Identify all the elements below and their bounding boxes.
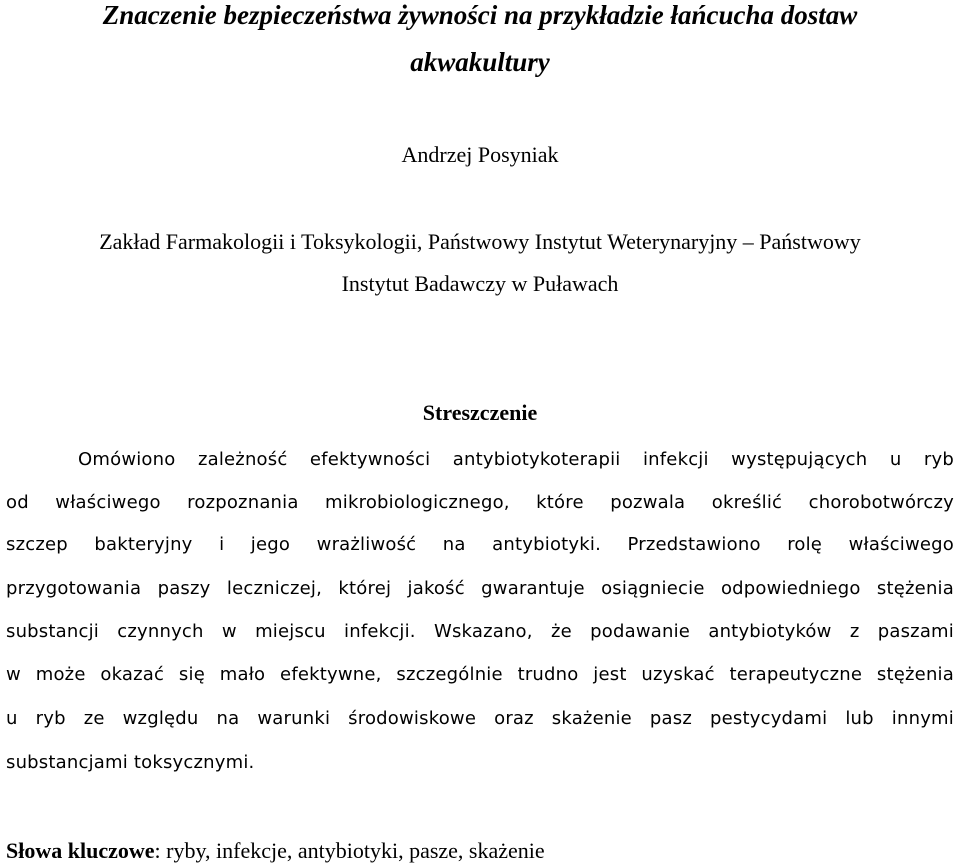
document-title-line-2: akwakultury [410,47,550,77]
keywords-text: : ryby, infekcje, antybiotyki, pasze, skażenie [154,838,545,863]
abstract-line: od właściwego rozpoznania mikrobiologicznego, które pozwala określić chorobotwórczy [6,492,954,513]
keywords-label: Słowa kluczowe [6,838,155,863]
abstract-line: w może okazać się mało efektywne, szczególnie trudno jest uzyskać terapeutyczne stężenia [6,664,954,685]
document-title-line-1: Znaczenie bezpieczeństwa żywności na przykładzie łańcucha dostaw [102,0,858,30]
abstract-line: Omówiono zależność efektywności antybiotykoterapii infekcji występujących u ryb [78,449,954,470]
abstract-line: u ryb ze względu na warunki środowiskowe oraz skażenie pasz pestycydami lub innymi [6,708,954,729]
affiliation-line-2: Instytut Badawczy w Puławach [341,271,619,296]
affiliation-line-1: Zakład Farmakologii i Toksykologii, Państwowy Instytut Weterynaryjny – Państwowy [99,229,861,254]
abstract-heading: Streszczenie [422,400,538,425]
keywords-line [6,838,545,864]
abstract-line: przygotowania paszy leczniczej, której jakość gwarantuje osiągniecie odpowiedniego stężenia [6,578,954,599]
author-name: Andrzej Posyniak [401,142,559,167]
abstract-line: substancji czynnych w miejscu infekcji. Wskazano, że podawanie antybiotyków z paszami [6,621,954,642]
abstract-line: substancjami toksycznymi. [6,752,255,773]
abstract-line: szczep bakteryjny i jego wrażliwość na antybiotyki. Przedstawiono rolę właściwego [6,534,954,555]
